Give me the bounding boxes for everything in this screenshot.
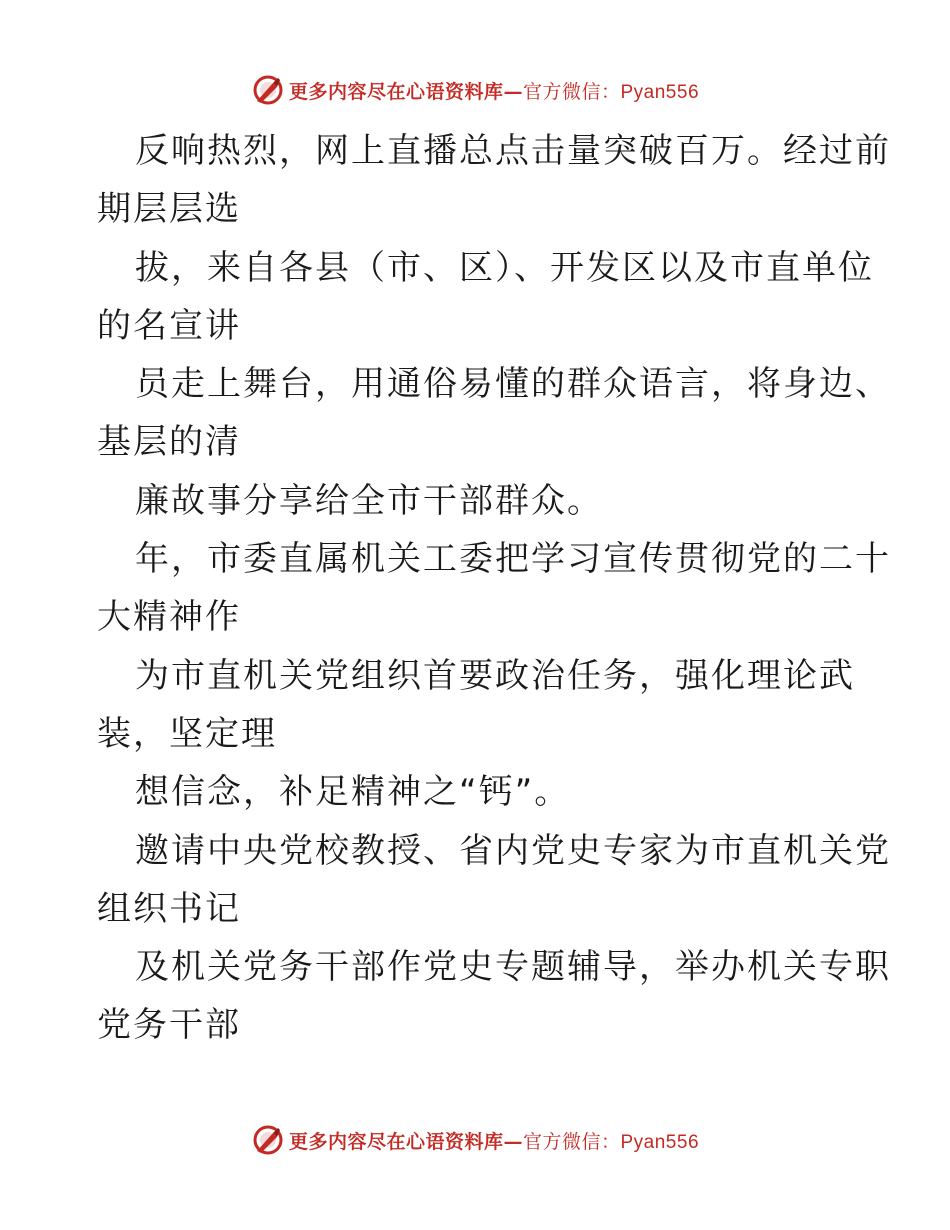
text-line: 年，市委直属机关工委把学习宣传贯彻党的二十 <box>135 539 891 580</box>
text-line: 大精神作 <box>97 597 241 638</box>
text-line: 邀请中央党校教授、省内党史专家为市直机关党 <box>135 830 891 871</box>
text-line: 拔，来自各县（市、区）、开发区以及市直单位 <box>135 247 874 288</box>
text-line: 及机关党务干部作党史专题辅导，举办机关专职 <box>135 947 891 988</box>
text-line: 期层层选 <box>97 189 241 230</box>
pen-nib-logo-icon <box>251 73 285 107</box>
watermark-wechat-label: 官方微信： <box>522 80 621 103</box>
watermark-text <box>289 77 699 104</box>
text-line: 员走上舞台，用通俗易懂的群众语言，将身边、 <box>135 364 891 405</box>
text-line: 基层的清 <box>97 422 241 463</box>
text-line: 装，坚定理 <box>97 713 277 754</box>
footer-watermark <box>0 1120 950 1160</box>
text-line: 为市直机关党组织首要政治任务，强化理论武 <box>135 655 855 696</box>
text-line: 的名宣讲 <box>97 305 241 346</box>
text-line: 想信念，补足精神之“钙”。 <box>135 772 571 813</box>
text-line: 廉故事分享给全市干部群众。 <box>135 480 603 521</box>
watermark-separator: — <box>503 80 523 103</box>
watermark-main-text: 更多内容尽在心语资料库 <box>288 80 504 103</box>
document-body <box>97 122 891 1055</box>
watermark-main-text: 更多内容尽在心语资料库 <box>288 1130 504 1153</box>
watermark-wechat-label: 官方微信： <box>522 1130 621 1153</box>
pen-nib-logo-icon <box>251 1123 285 1157</box>
text-line: 反响热烈，网上直播总点击量突破百万。经过前 <box>135 131 891 171</box>
header-watermark <box>0 70 950 110</box>
watermark-separator: — <box>503 1130 523 1153</box>
text-line: 组织书记 <box>97 888 241 929</box>
watermark-wechat-id: Pyan556 <box>620 81 700 103</box>
watermark-text <box>289 1127 699 1154</box>
text-line: 党务干部 <box>97 1005 241 1046</box>
watermark-wechat-id: Pyan556 <box>620 1131 700 1153</box>
